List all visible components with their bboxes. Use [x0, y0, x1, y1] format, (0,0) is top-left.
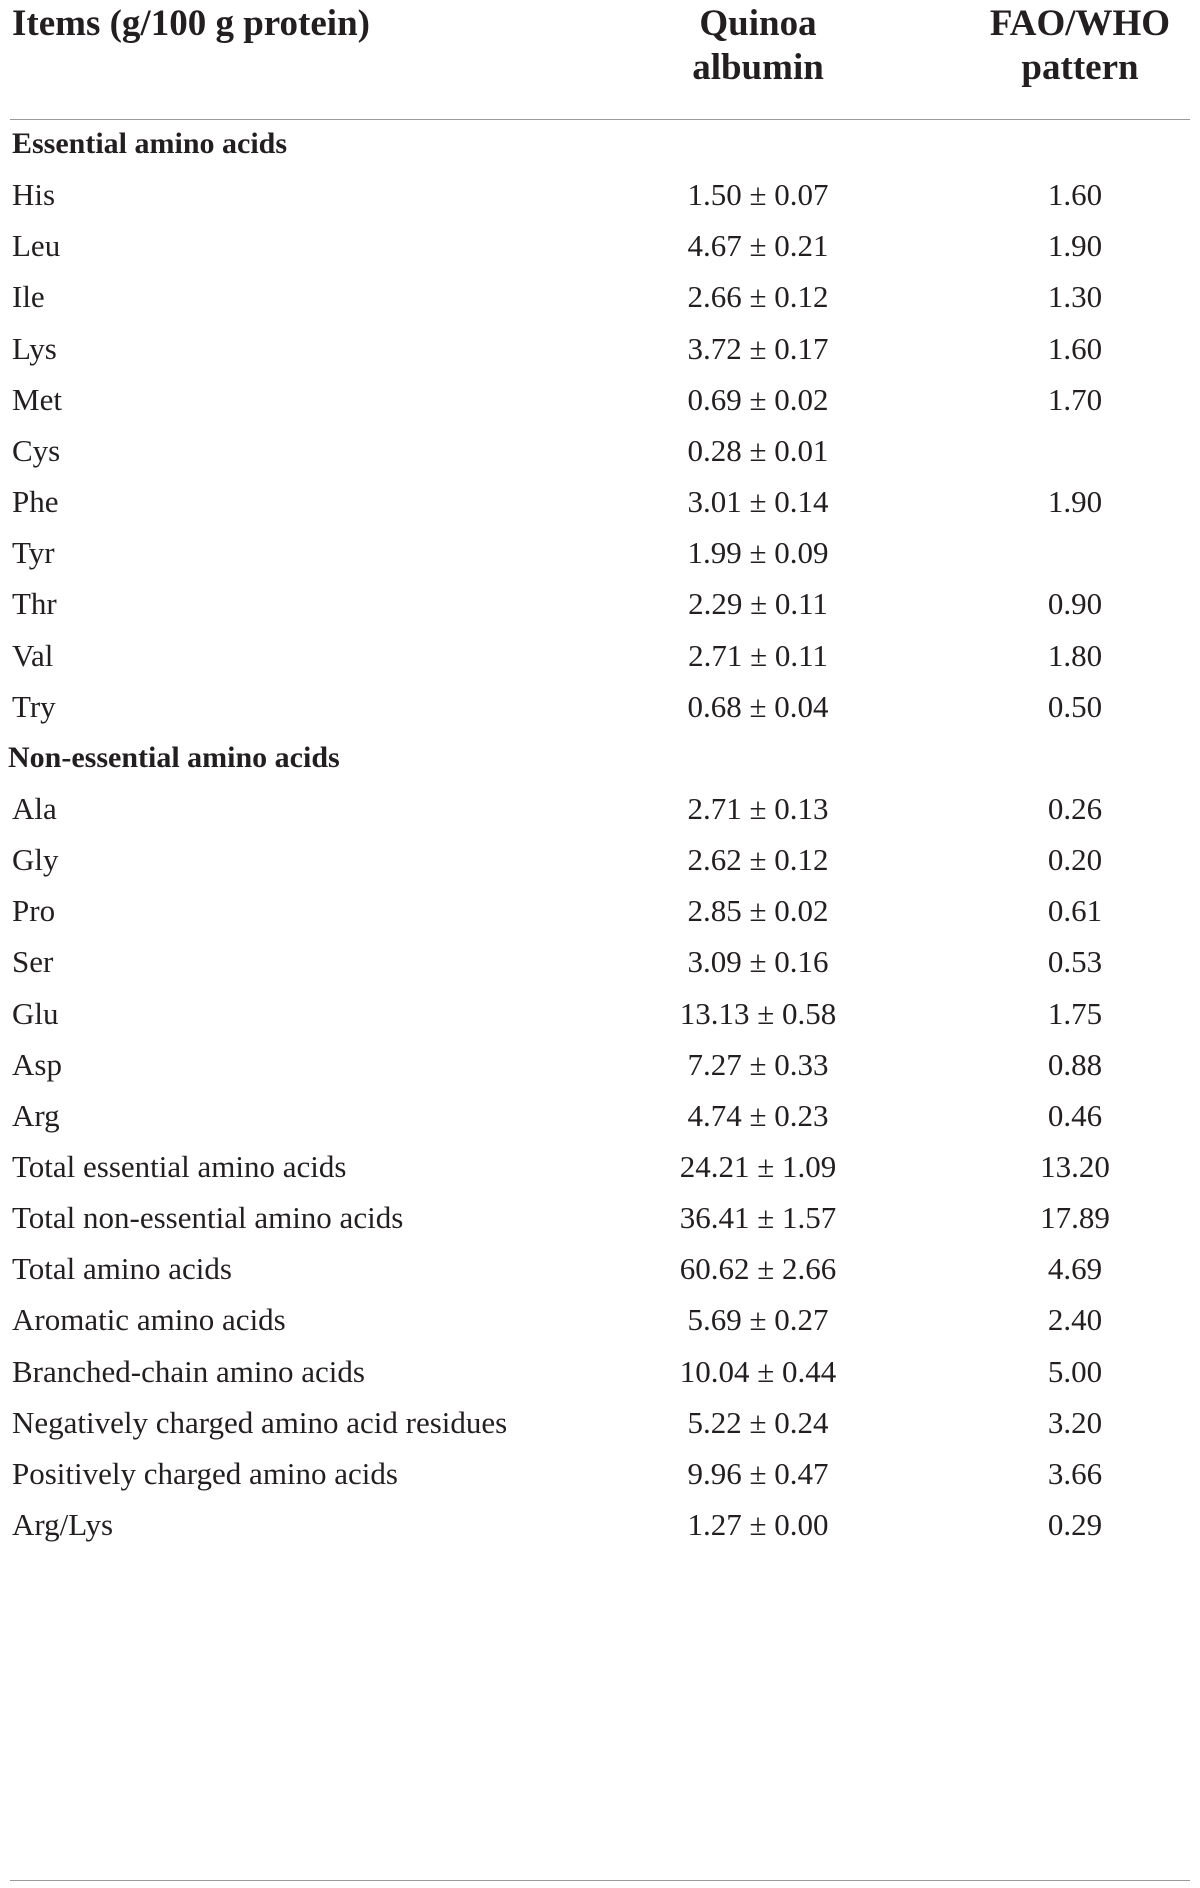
- fao-who-value: 0.50: [1047, 688, 1103, 724]
- row-label: Ser: [12, 944, 54, 980]
- row-label: Leu: [12, 228, 61, 264]
- row-label: Asp: [12, 1046, 62, 1082]
- row-label: Met: [12, 381, 62, 417]
- row-label: Tyr: [12, 535, 55, 571]
- row-label: Lys: [12, 330, 57, 366]
- quinoa-albumin-value: 2.66 ± 0.12: [687, 279, 829, 315]
- fao-who-value: 0.61: [1047, 893, 1103, 929]
- quinoa-albumin-value: 2.71 ± 0.13: [687, 790, 829, 826]
- quinoa-albumin-value: 4.74 ± 0.23: [687, 1097, 829, 1133]
- quinoa-albumin-value: 1.99 ± 0.09: [687, 535, 829, 571]
- quinoa-albumin-value: 10.04 ± 0.44: [679, 1353, 837, 1389]
- quinoa-albumin-value: 9.96 ± 0.47: [687, 1455, 829, 1491]
- fao-who-value: 0.20: [1047, 842, 1103, 878]
- quinoa-albumin-value: 2.62 ± 0.12: [687, 842, 829, 878]
- quinoa-albumin-value: 36.41 ± 1.57: [679, 1200, 837, 1236]
- fao-who-value: 0.46: [1047, 1097, 1103, 1133]
- fao-who-value: 1.90: [1047, 484, 1103, 520]
- row-label: Ala: [12, 790, 57, 826]
- row-label: His: [12, 177, 56, 213]
- quinoa-albumin-value: 1.27 ± 0.00: [687, 1507, 829, 1543]
- fao-who-value: 13.20: [1040, 1149, 1110, 1184]
- fao-who-value: 3.66: [1047, 1455, 1103, 1491]
- quinoa-albumin-value: 4.67 ± 0.21: [687, 228, 829, 264]
- row-label: Val: [12, 637, 54, 673]
- fao-who-value: 1.90: [1047, 228, 1103, 264]
- quinoa-albumin-value: 0.28 ± 0.01: [687, 432, 829, 468]
- row-label: Phe: [12, 484, 59, 520]
- table-header: [0, 0, 1200, 120]
- section-heading: Essential amino acids: [12, 127, 288, 160]
- fao-who-value: 17.89: [1040, 1200, 1110, 1236]
- row-label: Cys: [12, 432, 61, 468]
- fao-who-value: 1.80: [1047, 637, 1103, 673]
- header-fao-line1: FAO/WHO: [989, 3, 1171, 44]
- section-heading: Non-essential amino acids: [8, 740, 340, 774]
- header-quinoa-albumin: [658, 2, 858, 90]
- quinoa-albumin-value: 5.22 ± 0.24: [687, 1404, 829, 1440]
- row-label: Gly: [12, 842, 59, 878]
- fao-who-value: 0.53: [1047, 944, 1103, 980]
- table-row: [0, 1494, 1200, 1555]
- fao-who-value: 1.60: [1047, 330, 1103, 366]
- row-label: Glu: [12, 995, 59, 1031]
- quinoa-albumin-value: 3.01 ± 0.14: [687, 484, 829, 520]
- fao-who-value: 4.69: [1047, 1251, 1103, 1287]
- header-fao-line2: pattern: [1021, 47, 1139, 88]
- fao-who-value: 0.90: [1047, 586, 1103, 622]
- row-label: Total non-essential amino acids: [12, 1200, 404, 1236]
- fao-who-value: 0.88: [1047, 1046, 1103, 1082]
- quinoa-albumin-value: 1.50 ± 0.07: [687, 177, 829, 213]
- fao-who-value: 0.26: [1047, 790, 1103, 826]
- row-label: Total amino acids: [12, 1251, 232, 1287]
- row-label: Ile: [12, 279, 45, 315]
- fao-who-value: 0.29: [1047, 1507, 1103, 1543]
- fao-who-value: 5.00: [1047, 1353, 1103, 1389]
- fao-who-value: 2.40: [1047, 1302, 1103, 1338]
- row-label: Branched-chain amino acids: [12, 1353, 365, 1389]
- row-label: Positively charged amino acids: [12, 1455, 398, 1491]
- quinoa-albumin-value: 2.85 ± 0.02: [687, 893, 829, 929]
- quinoa-albumin-value: 24.21 ± 1.09: [679, 1149, 837, 1184]
- fao-who-value: 3.20: [1047, 1404, 1103, 1440]
- quinoa-albumin-value: 2.29 ± 0.11: [688, 586, 828, 622]
- fao-who-value: 1.60: [1047, 177, 1103, 213]
- quinoa-albumin-value: 5.69 ± 0.27: [687, 1302, 829, 1338]
- quinoa-albumin-value: 0.69 ± 0.02: [687, 381, 829, 417]
- quinoa-albumin-value: 7.27 ± 0.33: [687, 1046, 829, 1082]
- header-quinoa-line2: albumin: [692, 47, 824, 88]
- quinoa-albumin-value: 60.62 ± 2.66: [679, 1251, 837, 1287]
- quinoa-albumin-value: 13.13 ± 0.58: [679, 995, 837, 1031]
- quinoa-albumin-value: 3.72 ± 0.17: [687, 330, 829, 366]
- fao-who-value: 1.75: [1047, 995, 1103, 1031]
- header-fao-who-pattern: [960, 2, 1200, 90]
- fao-who-value: 1.70: [1047, 381, 1103, 417]
- row-label: Pro: [12, 893, 56, 929]
- header-quinoa-line1: Quinoa: [699, 3, 817, 44]
- quinoa-albumin-value: 3.09 ± 0.16: [687, 944, 829, 980]
- row-label: Thr: [12, 586, 57, 622]
- row-label: Arg/Lys: [12, 1507, 114, 1543]
- row-label: Aromatic amino acids: [12, 1302, 286, 1338]
- header-items: Items (g/100 g protein): [12, 3, 370, 44]
- row-label: Total essential amino acids: [12, 1149, 347, 1184]
- table-bottom-rule: [10, 1880, 1190, 1881]
- quinoa-albumin-value: 2.71 ± 0.11: [688, 637, 828, 673]
- row-label: Arg: [12, 1097, 60, 1133]
- row-label: Try: [12, 688, 56, 724]
- quinoa-albumin-value: 0.68 ± 0.04: [687, 688, 829, 724]
- fao-who-value: 1.30: [1047, 279, 1103, 315]
- row-label: Negatively charged amino acid residues: [12, 1404, 508, 1440]
